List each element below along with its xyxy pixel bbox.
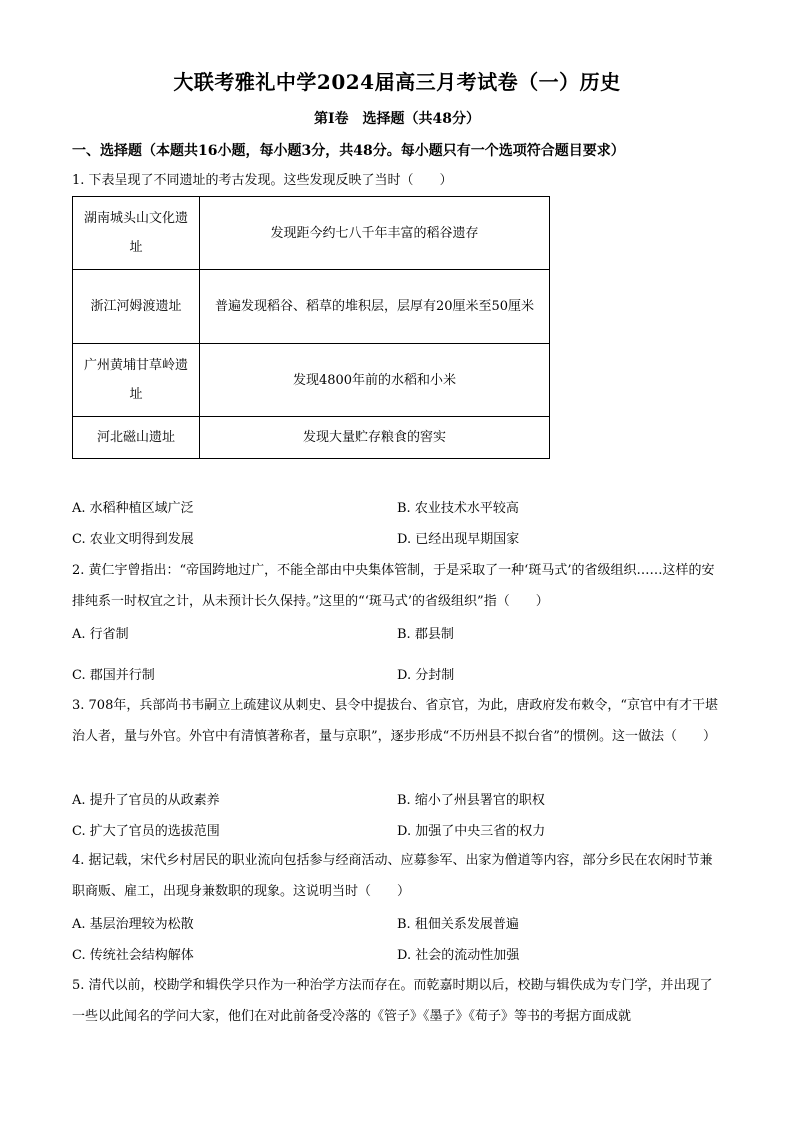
option-d[interactable]: D. 社会的流动性加强 bbox=[397, 948, 520, 963]
question-1-stem: 1. 下表呈现了不同遗址的考古发现。这些发现反映了当时（ ） bbox=[72, 173, 453, 188]
table-cell-finding: 发现距今约七八千年丰富的稻谷遗存 bbox=[200, 197, 550, 270]
option-b[interactable]: B. 农业技术水平较高 bbox=[397, 501, 519, 516]
option-c[interactable]: C. 传统社会结构解体 bbox=[72, 948, 194, 963]
option-a[interactable]: A. 水稻种植区域广泛 bbox=[72, 501, 194, 516]
table-cell-site: 广州黄埔甘草岭遗址 bbox=[73, 344, 200, 417]
table-row bbox=[73, 417, 550, 459]
table-row bbox=[73, 270, 550, 344]
table-cell-finding: 发现4800年前的水稻和小米 bbox=[200, 344, 550, 417]
option-b[interactable]: B. 租佃关系发展普遍 bbox=[397, 917, 519, 932]
option-a[interactable]: A. 提升了官员的从政素养 bbox=[72, 793, 220, 808]
exam-title: 大联考雅礼中学2024届高三月考试卷（一）历史 bbox=[173, 70, 621, 94]
table-cell-finding: 发现大量贮存粮食的窖实 bbox=[200, 417, 550, 459]
option-d[interactable]: D. 加强了中央三省的权力 bbox=[397, 824, 546, 839]
table-cell-site: 湖南城头山文化遗址 bbox=[73, 197, 200, 270]
table-row bbox=[73, 344, 550, 417]
section-heading: 一、选择题（本题共16小题，每小题3分，共48分。每小题只有一个选项符合题目要求） bbox=[72, 143, 625, 159]
table-row bbox=[73, 197, 550, 270]
table-cell-finding: 普遍发现稻谷、稻草的堆积层，层厚有20厘米至50厘米 bbox=[200, 270, 550, 344]
question-5-stem: 5. 清代以前，校勘学和辑佚学只作为一种治学方法而存在。而乾嘉时期以后，校勘与辑佚成为专门学，并出现了一些以此闻名的学问大家，他们在对此前备受冷落的《管子》《墨子》《荀子》等书的考据方面成就 bbox=[72, 978, 713, 1024]
option-a[interactable]: A. 行省制 bbox=[72, 627, 129, 642]
option-a[interactable]: A. 基层治理较为松散 bbox=[72, 917, 194, 932]
table-cell-site: 河北磁山遗址 bbox=[73, 417, 200, 459]
part-heading: 第Ⅰ卷 选择题（共48分） bbox=[313, 111, 481, 127]
option-c[interactable]: C. 扩大了官员的选拔范围 bbox=[72, 824, 220, 839]
option-c[interactable]: C. 农业文明得到发展 bbox=[72, 532, 194, 547]
question-2-stem: 2. 黄仁宇曾指出：“帝国跨地过广，不能全部由中央集体管制，于是采取了一种‘斑马式’的省级组织……这样的安排纯系一时权宜之计，从未预计长久保持。”这里的“‘斑马式’的省级组织”指（ ） bbox=[72, 563, 715, 609]
option-b[interactable]: B. 郡县制 bbox=[397, 627, 454, 642]
question-3-stem: 3. 708年，兵部尚书韦嗣立上疏建议从刺史、县令中提拔台、省京官，为此，唐政府发布敕令，“京官中有才干堪治人者，量与外官。外官中有清慎著称者，量与京职”，逐步形成“不历州县不拟台省”的惯例。这一做法（ ） bbox=[72, 698, 718, 744]
option-d[interactable]: D. 已经出现早期国家 bbox=[397, 532, 520, 547]
question-1-table bbox=[72, 196, 550, 459]
option-b[interactable]: B. 缩小了州县署官的职权 bbox=[397, 793, 545, 808]
option-c[interactable]: C. 郡国并行制 bbox=[72, 668, 155, 683]
option-d[interactable]: D. 分封制 bbox=[397, 668, 455, 683]
question-4-stem: 4. 据记载，宋代乡村居民的职业流向包括参与经商活动、应募参军、出家为僧道等内容，部分乡民在农闲时节兼职商贩、雇工，出现身兼数职的现象。这说明当时（ ） bbox=[72, 853, 713, 899]
table-cell-site: 浙江河姆渡遗址 bbox=[73, 270, 200, 344]
